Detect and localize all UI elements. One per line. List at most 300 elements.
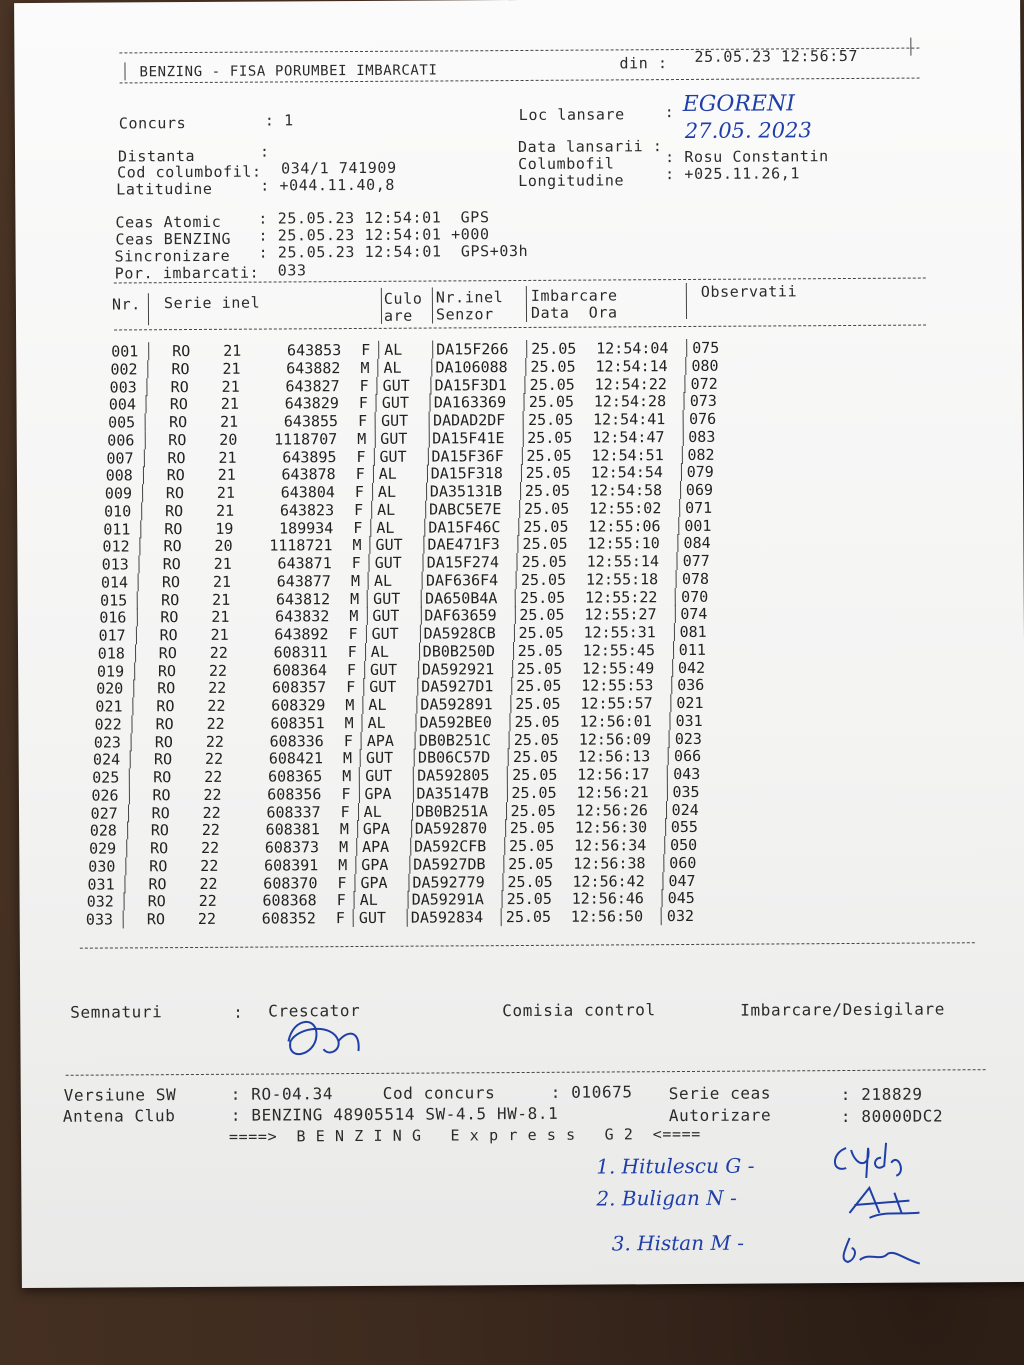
row-color: GPA [364,784,392,803]
row-col-separator [415,731,416,749]
row-col-separator [663,854,664,872]
row-color: AL [363,802,382,821]
row-observation: 023 [674,729,702,748]
row-observation: 047 [668,871,696,890]
cod-columbofil-label: Cod columbofil: [117,162,262,182]
row-col-separator [410,838,411,856]
row-color: GUT [365,766,393,785]
row-year: 22 [208,661,228,680]
row-col-separator [681,463,682,481]
row-sensor: DA5927D1 [421,677,494,696]
row-date: 25.05 [515,694,561,714]
row-time: 12:55:53 [581,676,654,695]
row-col-separator [408,891,409,909]
row-col-separator [132,697,133,715]
antena-club-label: Antena Club [62,1106,176,1126]
row-ring-number: 643853 [286,341,342,360]
ceas-atomic-label: Ceas Atomic [115,212,222,232]
row-col-separator [137,591,138,609]
row-time: 12:56:50 [570,907,644,926]
row-observation: 081 [679,622,707,642]
row-country: RO [150,821,169,840]
row-year: 21 [210,625,229,644]
row-col-separator [359,767,360,785]
row-time: 12:54:58 [589,481,663,500]
row-color: APA [366,731,394,750]
row-col-separator [142,484,143,502]
row-col-separator [670,694,671,712]
row-observation: 050 [669,835,698,855]
row-country: RO [169,395,188,414]
row-col-separator [525,358,526,376]
row-year: 21 [212,590,231,609]
row-country: RO [170,377,189,396]
cod-columbofil-value: 034/1 741909 [281,158,397,178]
row-col-separator [138,573,139,591]
row-sex: F [359,376,369,395]
row-nr: 018 [97,644,125,663]
row-sensor: DA15F3D1 [434,375,507,395]
row-col-separator [431,358,432,376]
row-country: RO [154,732,173,751]
columbofil-value: : Rosu Constantin [664,147,829,167]
row-sex: M [339,838,349,857]
row-col-separator [123,910,124,928]
row-year: 21 [222,359,241,378]
row-observation: 077 [682,551,710,571]
din-value: 25.05.23 12:56:57 [694,46,859,66]
row-col-separator [519,500,520,518]
porumbei-imbarcati-label: Por. imbarcati: [114,263,260,283]
row-sex: M [350,571,361,590]
row-country: RO [171,359,190,378]
row-ring-number: 643892 [274,625,329,644]
row-nr: 016 [99,608,127,627]
row-col-separator [412,802,413,820]
row-col-separator [516,571,517,589]
row-col-separator [411,820,412,838]
row-date: 25.05 [507,872,553,891]
row-sex: F [357,411,368,430]
col-sep-3 [432,288,433,324]
row-nr: 011 [103,519,131,539]
row-col-separator [662,872,663,890]
row-col-separator [408,873,409,891]
row-country: RO [165,501,184,520]
row-sensor: DA592891 [420,695,493,714]
row-nr: 028 [89,821,117,840]
row-time: 12:55:18 [585,569,659,589]
row-nr: 027 [90,803,118,823]
row-col-separator [508,748,509,766]
row-sex: F [346,660,357,679]
row-observation: 075 [692,338,720,357]
row-sensor: DB06C57D [417,748,491,767]
longitudine-value: : +025.11.26,1 [665,164,801,184]
row-year: 20 [214,537,233,556]
row-ring-number: 643871 [277,554,332,573]
row-color: AL [359,891,378,910]
row-observation: 080 [691,356,719,375]
row-col-separator [136,626,137,644]
row-col-separator [362,696,363,714]
row-date: 25.05 [529,375,575,394]
row-date: 25.05 [522,534,568,554]
row-observation: 045 [667,889,695,908]
row-color: GPA [360,873,388,892]
row-date: 25.05 [525,463,571,483]
row-col-separator [144,431,145,449]
row-sex: F [354,500,364,519]
row-year: 19 [215,519,234,538]
row-observation: 001 [684,516,712,535]
row-col-separator [431,376,432,394]
longitudine-label: Longitudine [518,171,625,191]
data-lansarii-handwritten: 27.05. 2023 [684,118,812,143]
row-nr: 022 [94,715,122,734]
row-sensor: DA592870 [414,819,488,838]
row-color: AL [384,340,403,359]
row-time: 12:55:02 [589,498,662,518]
row-time: 12:56:34 [573,836,647,855]
row-col-separator [513,624,514,642]
row-nr: 013 [101,555,129,574]
row-col-separator [128,786,129,804]
row-ring-number: 643882 [286,358,341,378]
row-sensor: DB0B250D [422,641,496,661]
row-date: 25.05 [509,836,555,856]
row-sex: F [361,340,371,359]
row-col-separator [134,662,135,680]
row-ring-number: 643855 [283,412,339,431]
row-col-separator [416,696,417,714]
row-ring-number: 643829 [284,394,339,413]
row-col-separator [143,467,144,485]
row-col-separator [370,518,371,536]
row-col-separator [513,642,514,660]
handwritten-signature-3 [830,1230,930,1271]
ceas-atomic-value: : 25.05.23 12:54:01 GPS [258,208,490,228]
col-header-observatii: Observatii [700,282,798,301]
row-sex: M [357,429,367,448]
row-year: 20 [219,430,238,449]
row-nr: 033 [85,910,114,929]
row-year: 21 [211,608,230,627]
row-col-separator [129,768,130,786]
row-time: 12:56:38 [573,853,646,873]
row-col-separator [662,889,663,907]
row-date: 25.05 [528,392,575,412]
row-col-separator [685,357,686,375]
row-time: 12:56:17 [577,765,650,784]
row-ring-number: 643812 [275,589,331,608]
cod-concurs-label: Cod concurs [382,1083,496,1103]
row-observation: 084 [683,534,711,553]
row-sensor: DA59291A [411,890,484,909]
row-sensor: DB0B251C [418,730,492,750]
row-col-separator [145,413,146,431]
row-col-separator [375,412,376,430]
row-sex: M [342,749,353,768]
row-sex: M [360,358,370,377]
row-year: 21 [220,394,239,414]
row-date: 25.05 [506,890,552,909]
row-col-separator [371,501,372,519]
row-time: 12:54:14 [595,356,668,376]
row-col-separator [412,784,413,802]
row-time: 12:55:22 [585,587,658,607]
row-country: RO [152,785,171,805]
row-col-separator [354,891,355,909]
row-country: RO [150,839,169,858]
row-date: 25.05 [508,854,554,873]
row-time: 12:55:31 [583,623,656,642]
row-sex: M [350,589,360,608]
row-color: GUT [375,535,403,555]
row-date: 25.05 [521,552,567,571]
row-sex: F [346,678,356,697]
row-nr: 026 [91,786,119,805]
row-year: 22 [206,714,225,733]
row-observation: 070 [681,587,709,606]
row-year: 21 [213,554,232,573]
row-sex: F [351,553,361,573]
row-nr: 009 [104,484,133,503]
row-col-separator [426,483,427,501]
row-col-separator [681,446,682,464]
row-country: RO [161,590,180,609]
col-header-culoare-2: are [383,306,413,325]
row-time: 12:56:09 [578,729,652,749]
row-country: RO [168,413,188,432]
row-col-separator [147,360,148,378]
serie-ceas-value: : 218829 [840,1084,923,1105]
row-sex: F [347,642,357,661]
row-nr: 032 [86,892,114,911]
row-country: RO [159,626,178,645]
row-ring-number: 608391 [264,855,319,875]
distanta-value: : [259,142,270,161]
footer-divider [66,1069,986,1076]
row-col-separator [358,802,359,820]
row-sensor: DA592BE0 [419,712,492,732]
serie-ceas-label: Serie ceas [668,1083,772,1104]
row-ring-number: 643878 [281,465,336,484]
row-sensor: DA650B4A [425,588,498,608]
row-color: AL [378,465,397,484]
row-nr: 014 [100,573,129,592]
row-col-separator [664,836,665,854]
col-sep-1 [148,293,149,325]
row-color: AL [367,713,386,732]
row-sex: M [338,855,348,874]
row-col-separator [140,520,141,538]
loc-lansare-handwritten: EGORENI [682,91,796,118]
sincronizare-value: : 25.05.23 12:54:01 GPS+03h [258,241,529,262]
row-col-separator [143,449,144,467]
row-observation: 035 [672,782,700,801]
row-country: RO [156,697,175,716]
row-col-separator [141,502,142,520]
row-col-separator [124,875,125,893]
row-country: RO [161,572,181,591]
row-time: 12:56:46 [571,889,644,908]
row-color: AL [370,642,389,661]
row-col-separator [515,589,516,607]
row-country: RO [166,466,185,485]
sincronizare-label: Sincronizare [114,246,231,266]
row-col-separator [356,838,357,856]
row-nr: 006 [107,431,135,450]
row-ring-number: 608311 [273,642,328,662]
row-col-separator [127,822,128,840]
row-col-separator [521,464,522,482]
row-col-separator [128,804,129,822]
row-sex: F [353,518,363,537]
row-ring-number: 608364 [272,660,328,680]
row-color: AL [376,518,395,537]
row-date: 25.05 [519,605,565,625]
row-col-separator [525,375,526,393]
row-time: 12:56:42 [572,871,645,891]
row-col-separator [661,907,662,925]
row-time: 12:55:27 [584,605,657,624]
col-header-imbarcare-1: Imbarcare [530,286,618,305]
row-sex: F [340,802,350,821]
row-col-separator [124,893,125,911]
row-col-separator [372,483,373,501]
row-time: 12:54:41 [592,410,666,429]
row-nr: 024 [92,750,121,769]
din-label: din : [619,54,668,73]
autorizare-label: Autorizare [668,1105,772,1126]
row-observation: 071 [685,498,713,517]
row-col-separator [432,341,433,359]
row-date: 25.05 [527,410,574,429]
row-col-separator [360,749,361,767]
row-year: 22 [201,838,220,857]
handwritten-item-2: 2. Buligan N - [596,1185,737,1211]
row-sex: F [341,784,351,803]
row-year: 22 [209,643,228,662]
row-year: 21 [223,341,242,360]
row-country: RO [160,608,179,627]
row-col-separator [131,733,132,751]
row-year: 22 [208,679,227,698]
col-header-nrinel-2: Senzor [435,305,494,324]
row-year: 22 [200,856,219,875]
row-time: 12:54:28 [593,392,667,411]
semnaturi-label: Semnaturi [70,1002,163,1022]
row-country: RO [147,892,166,911]
row-color: GUT [358,908,387,927]
row-observation: 036 [677,676,705,695]
row-observation: 083 [688,427,716,446]
row-date: 25.05 [520,570,567,589]
row-ring-number: 608351 [270,713,325,733]
row-col-separator [353,909,354,927]
row-col-separator [425,500,426,518]
row-col-separator [147,378,148,396]
row-date: 25.05 [530,357,576,376]
latitudine-label: Latitudine [116,179,213,199]
row-col-separator [502,890,503,908]
row-color: GPA [362,820,390,839]
crescator-signature [278,1011,368,1072]
row-year: 22 [204,767,223,786]
row-sex: M [339,820,349,839]
row-year: 21 [221,377,240,396]
row-color: GUT [371,624,399,643]
row-col-separator [674,605,675,623]
row-color: GUT [381,393,409,413]
row-col-separator [677,552,678,570]
row-time: 12:56:21 [576,782,649,802]
row-color: AL [377,500,396,519]
row-ring-number: 608368 [262,891,317,910]
row-time: 12:56:30 [574,818,648,837]
row-nr: 007 [106,448,134,468]
row-country: RO [168,430,187,449]
row-col-separator [363,678,364,696]
row-sex: F [354,482,364,502]
header-left-bar [124,62,125,80]
row-ring-number: 608373 [264,838,320,857]
row-date: 25.05 [514,712,560,731]
row-col-separator [135,644,136,662]
row-year: 21 [216,483,236,502]
row-col-separator [524,393,525,411]
row-year: 22 [203,785,222,804]
row-year: 21 [218,448,237,467]
row-time: 12:54:22 [594,374,667,394]
row-col-separator [421,589,422,607]
row-time: 12:55:14 [586,552,660,571]
row-col-separator [407,909,408,927]
versiune-sw-label: Versiune SW [63,1085,177,1105]
row-col-separator [424,518,425,536]
row-sensor: DA5928CB [423,624,496,643]
row-nr: 021 [95,697,123,716]
row-col-separator [358,785,359,803]
row-date: 25.05 [524,481,571,500]
row-country: RO [157,679,176,698]
row-time: 12:55:45 [582,640,656,660]
row-country: RO [153,750,173,769]
row-col-separator [366,607,367,625]
row-date: 25.05 [531,339,577,358]
row-col-separator [685,374,686,392]
row-col-separator [423,554,424,572]
row-col-separator [503,855,504,873]
row-col-separator [362,714,363,732]
row-country: RO [167,448,186,467]
row-date: 25.05 [517,641,563,660]
row-date: 25.05 [524,499,570,518]
versiune-sw-value: : RO-04.34 [230,1084,334,1104]
latitudine-value: : +044.11.40,8 [260,175,396,195]
row-date: 25.05 [520,588,566,607]
row-ring-number: 608370 [263,873,318,893]
row-color: AL [383,358,402,377]
row-sensor: DA15F318 [430,464,503,483]
row-nr: 017 [98,626,126,645]
row-time: 12:54:51 [591,445,664,465]
row-nr: 010 [104,502,132,521]
row-col-separator [522,429,523,447]
row-year: 22 [199,874,218,893]
row-ring-number: 1118721 [269,536,333,555]
